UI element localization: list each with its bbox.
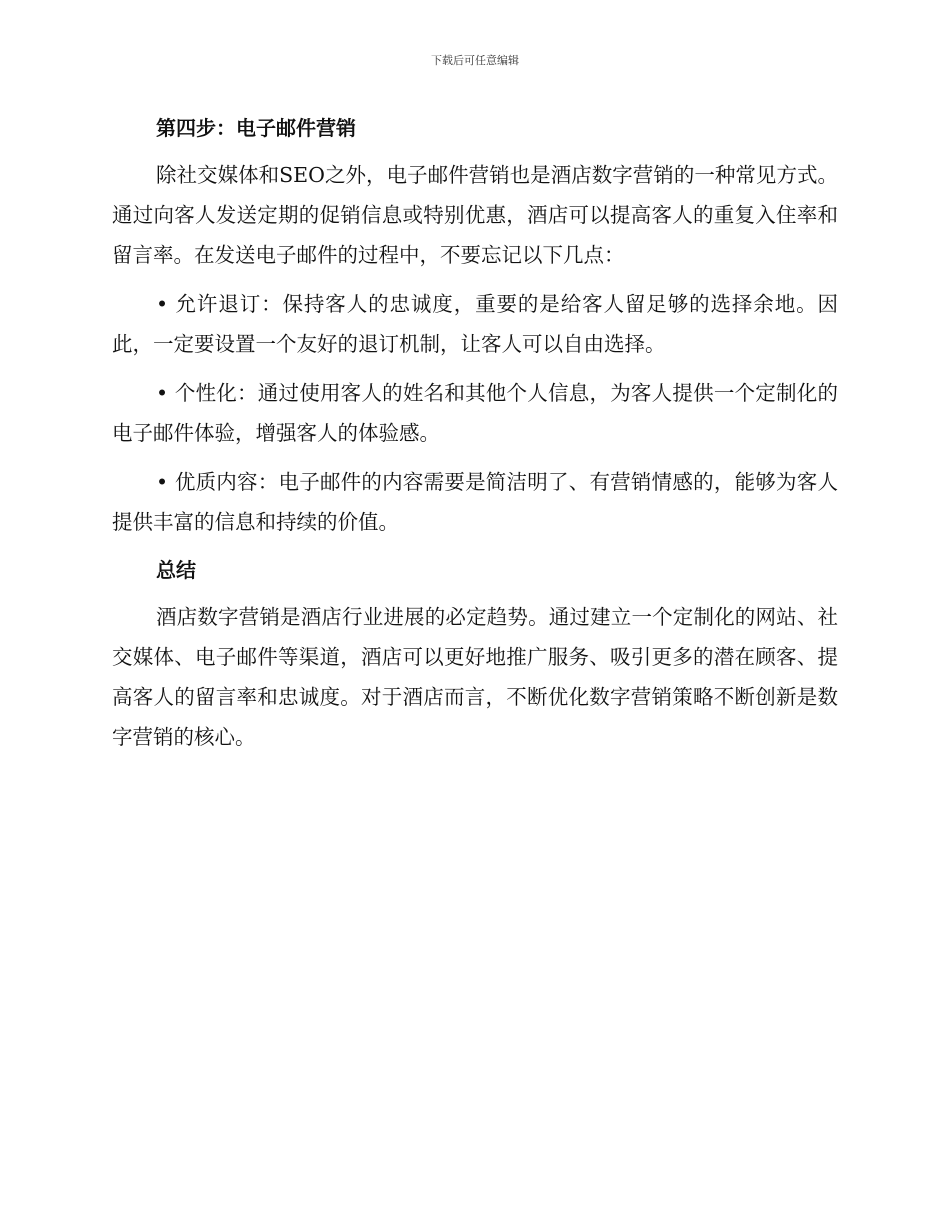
paragraph-email-intro: 除社交媒体和SEO之外，电子邮件营销也是酒店数字营销的一种常见方式。通过向客人发送定期的促销信息或特别优惠，酒店可以提高客人的重复入住率和留言率。在发送电子邮件的过程中，不要忘记以下几点： bbox=[112, 163, 838, 267]
bullet-unsubscribe: • 允许退订：保持客人的忠诚度，重要的是给客人留足够的选择余地。因此，一定要设置一个友好的退订机制，让客人可以自由选择。 bbox=[112, 292, 838, 356]
page-header: 下载后可任意编辑 bbox=[431, 54, 519, 67]
document-body bbox=[112, 110, 838, 757]
bullet-quality-content: • 优质内容：电子邮件的内容需要是简洁明了、有营销情感的，能够为客人提供丰富的信息和持续的价值。 bbox=[112, 470, 838, 534]
paragraph-summary: 酒店数字营销是酒店行业进展的必定趋势。通过建立一个定制化的网站、社交媒体、电子邮件等渠道，酒店可以更好地推广服务、吸引更多的潜在顾客、提高客人的留言率和忠诚度。对于酒店而言，不断优化数字营销策略不断创新是数字营销的核心。 bbox=[112, 605, 838, 749]
section-heading-email-marketing: 第四步：电子邮件营销 bbox=[156, 116, 356, 140]
bullet-personalization: • 个性化：通过使用客人的姓名和其他个人信息，为客人提供一个定制化的电子邮件体验，增强客人的体验感。 bbox=[112, 381, 838, 445]
section-heading-summary: 总结 bbox=[156, 558, 196, 582]
